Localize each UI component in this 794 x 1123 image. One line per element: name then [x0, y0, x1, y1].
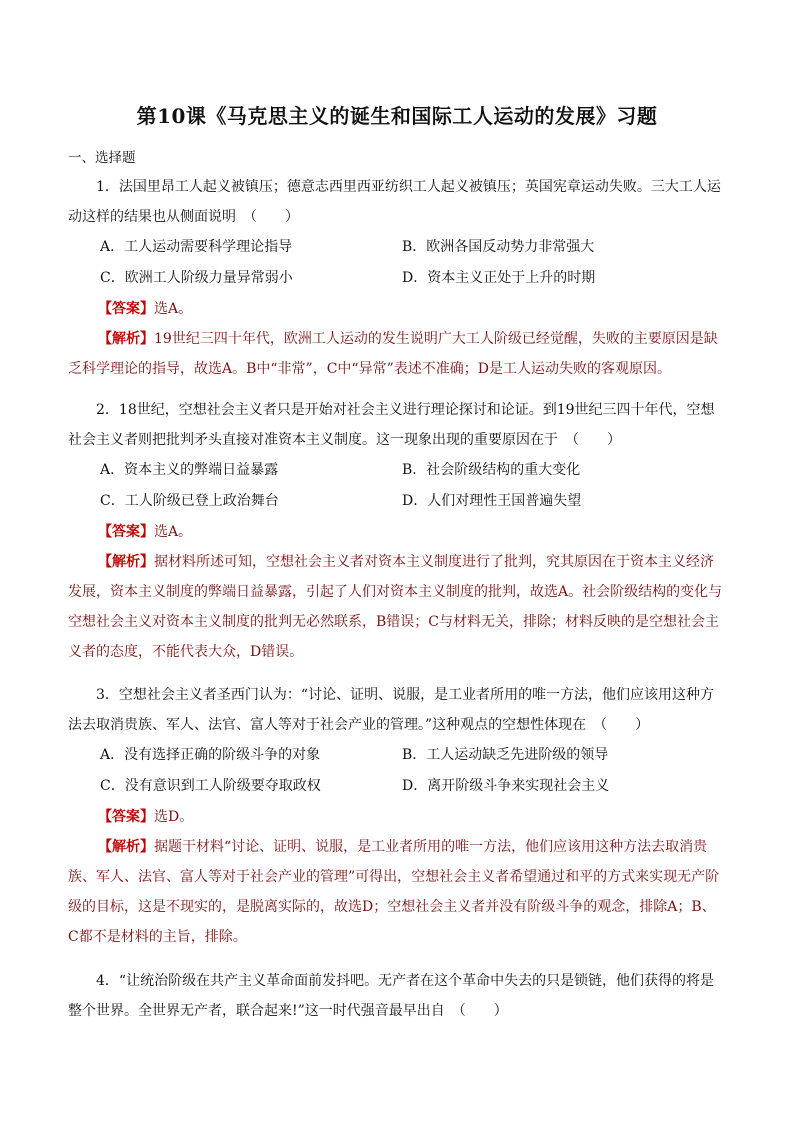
answer-tag: 【答案】	[98, 301, 154, 317]
question-stem: 3．空想社会主义者圣西门认为：“讨论、证明、说服，是工业者所用的唯一方法，他们应该用这种方法去取消贵族、军人、法官、富人等对于社会产业的管理。”这种观点的空想性体现在 （ ）	[68, 687, 715, 733]
answer-text: 选D。	[154, 809, 194, 825]
analysis	[68, 547, 724, 667]
option-d: D．资本主义正处于上升的时期	[402, 270, 596, 286]
option-c: C．工人阶级已登上政治舞台	[100, 493, 279, 509]
option-d: D．人们对理性王国普遍失望	[402, 493, 582, 509]
answer-text: 选A。	[154, 301, 193, 317]
question-1	[68, 172, 724, 384]
option-c: C．没有意识到工人阶级要夺取政权	[100, 778, 321, 794]
option-d: D．离开阶级斗争来实现社会主义	[402, 778, 610, 794]
option-b: B．欧洲各国反动势力非常强大	[402, 239, 595, 255]
analysis-tag: 【解析】	[98, 839, 154, 855]
section-heading: 一、选择题	[68, 150, 136, 166]
analysis-text: 据题干材料“讨论、证明、说服，是工业者所用的唯一方法，他们应该用这种方法去取消贵族、军人、法官、富人等对于社会产业的管理”可得出，空想社会主义者希望通过和平的方式来实现无产阶级的目标，这是不现实的，是脱离实际的，故选D；空想社会主义者并没有阶级斗争的观念，排除A；B、C都不是材料的主旨，排除。	[68, 839, 720, 945]
analysis-text: 据材料所述可知，空想社会主义者对资本主义制度进行了批判，究其原因在于资本主义经济发展，资本主义制度的弊端日益暴露，引起了人们对资本主义制度的批判，故选A。社会阶级结构的变化与空想社会主义对资本主义制度的批判无必然联系，B错误；C与材料无关，排除；材料反映的是空想社会主义者的态度，不能代表大众，D错误。	[68, 554, 723, 660]
analysis	[68, 832, 724, 952]
answer-tag: 【答案】	[98, 524, 154, 540]
analysis-text: 19世纪三四十年代，欧洲工人运动的发生说明广大工人阶级已经觉醒，失败的主要原因是缺乏科学理论的指导，故选A。B中“非常”，C中“异常”表述不准确；D是工人运动失败的客观原因。	[68, 331, 718, 377]
analysis	[68, 324, 724, 384]
option-a: A．没有选择正确的阶级斗争的对象	[100, 747, 321, 763]
document-title: 第10课《马克思主义的诞生和国际工人运动的发展》习题	[136, 104, 658, 128]
answer-tag: 【答案】	[98, 809, 154, 825]
answer-text: 选A。	[154, 524, 193, 540]
answer-line	[68, 517, 724, 547]
question-stem: 4．“让统治阶级在共产主义革命面前发抖吧。无产者在这个革命中失去的只是锁链，他们获得的将是整个世界。全世界无产者，联合起来!”这一时代强音最早出自 （ ）	[68, 973, 715, 1019]
option-c: C．欧洲工人阶级力量异常弱小	[100, 270, 293, 286]
answer-line	[68, 802, 724, 832]
question-stem: 2．18世纪，空想社会主义者只是开始对社会主义进行理论探讨和论证。到19世纪三四十年代，空想社会主义者则把批判矛头直接对准资本主义制度。这一现象出现的重要原因在于 （ ）	[68, 402, 715, 448]
answer-line	[68, 294, 724, 324]
option-a: A．工人运动需要科学理论指导	[100, 239, 293, 255]
analysis-tag: 【解析】	[98, 554, 154, 570]
question-3	[68, 680, 724, 952]
option-b: B．社会阶级结构的重大变化	[402, 462, 581, 478]
question-2	[68, 395, 724, 667]
options	[68, 455, 724, 517]
analysis-tag: 【解析】	[98, 331, 154, 347]
option-a: A．资本主义的弊端日益暴露	[100, 462, 279, 478]
question-stem: 1．法国里昂工人起义被镇压；德意志西里西亚纺织工人起义被镇压；英国宪章运动失败。三大工人运动这样的结果也从侧面说明 （ ）	[68, 179, 721, 225]
question-4	[68, 966, 724, 1026]
options	[68, 740, 724, 802]
option-b: B．工人运动缺乏先进阶级的领导	[402, 747, 609, 763]
options	[68, 232, 724, 294]
